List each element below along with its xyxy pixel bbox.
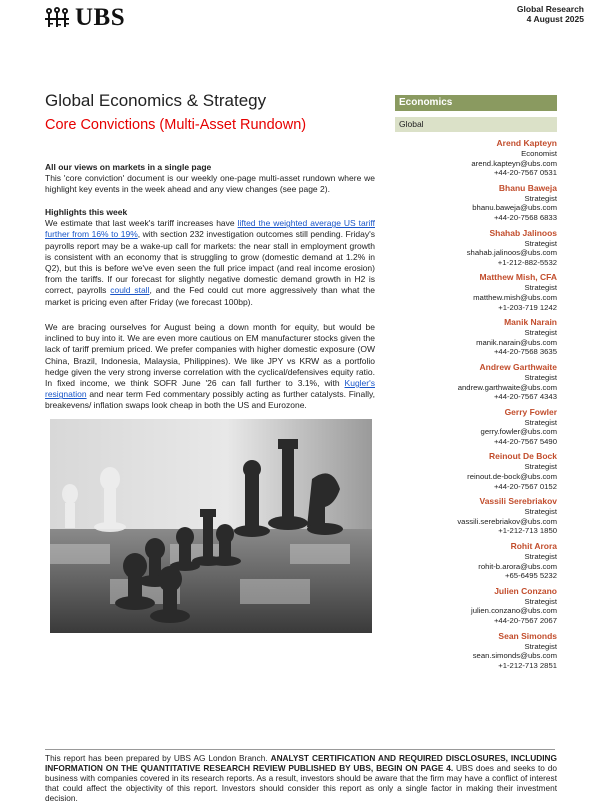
logo-text: UBS: [75, 4, 126, 31]
analyst-title: Strategist: [524, 596, 557, 606]
chess-photo: [50, 419, 372, 633]
report-type: Global Research: [516, 4, 584, 14]
analyst-name: Bhanu Baweja: [498, 182, 557, 193]
analyst-entry: [392, 406, 557, 447]
analyst-title: Strategist: [524, 641, 557, 651]
analyst-title: Strategist: [524, 417, 557, 427]
analyst-email[interactable]: manik.narain@ubs.com: [476, 337, 557, 347]
analyst-entry: [392, 540, 557, 581]
analyst-email[interactable]: julien.conzano@ubs.com: [470, 606, 557, 616]
could-stall-link[interactable]: could stall: [110, 285, 150, 296]
analyst-name: Sean Simonds: [498, 630, 557, 641]
analyst-email[interactable]: shahab.jalinoos@ubs.com: [466, 248, 557, 258]
analyst-title: Economist: [521, 149, 557, 158]
analyst-email[interactable]: sean.simonds@ubs.com: [472, 651, 557, 661]
report-date: 4 August 2025: [526, 14, 584, 24]
ubs-logo: [44, 4, 125, 32]
tariff-link[interactable]: lifted the weighted average US tariff further from 16% to 19%: [45, 218, 375, 240]
analyst-name: Andrew Garthwaite: [479, 361, 557, 372]
footer-text-a: This report has been prepared by UBS AG London Branch.: [45, 753, 271, 763]
analyst-name: Vassili Serebriakov: [479, 496, 557, 507]
intro-section: [45, 162, 375, 196]
analyst-name: Reinout De Bock: [488, 451, 557, 462]
analyst-list: [392, 137, 557, 674]
analyst-entry: [392, 271, 557, 312]
footer-divider: [45, 749, 555, 750]
analyst-title: Strategist: [524, 507, 557, 517]
analyst-entry: [392, 450, 557, 491]
analyst-entry: [392, 630, 557, 671]
analyst-name: Manik Narain: [504, 317, 557, 328]
p1-text-c: , and the Fed could cut more aggressively than what the market is pricing even after Friday (we forecast 100bp).: [45, 285, 375, 307]
analyst-email[interactable]: gerry.fowler@ubs.com: [480, 427, 557, 437]
analyst-title: Strategist: [524, 328, 557, 338]
analyst-phone: +1-203-719 1242: [498, 302, 557, 312]
analyst-name: Julien Conzano: [494, 585, 557, 596]
analyst-email[interactable]: matthew.mish@ubs.com: [473, 292, 557, 302]
analyst-entry: [392, 227, 557, 268]
analyst-title: Strategist: [524, 372, 557, 382]
analyst-email[interactable]: vassili.serebriakov@ubs.com: [457, 516, 557, 526]
page-title: Global Economics & Strategy: [45, 91, 267, 110]
analyst-name: Matthew Mish, CFA: [479, 272, 557, 283]
analyst-phone: +44-20-7568 6833: [493, 212, 557, 222]
analyst-phone: +44-20-7568 3635: [493, 347, 557, 357]
analyst-name: Shahab Jalinoos: [489, 227, 557, 238]
analyst-email[interactable]: andrew.garthwaite@ubs.com: [457, 382, 557, 392]
p2-text-b: and near term Fed commentary possibly acting as further catalysts. Finally, breakevens/ inflation swaps look cheap in both the US and Eurozone.: [45, 389, 375, 411]
analyst-title: Strategist: [524, 193, 557, 203]
disclosure-footer: [45, 753, 557, 803]
analyst-title: Strategist: [524, 462, 557, 472]
analyst-name: Gerry Fowler: [504, 406, 557, 417]
analyst-entry: [392, 585, 557, 626]
analyst-email[interactable]: bhanu.baweja@ubs.com: [472, 203, 557, 213]
analyst-phone: +1-212-713 2851: [498, 660, 557, 670]
analyst-title: Strategist: [524, 283, 557, 293]
analyst-email[interactable]: rohit-b.arora@ubs.com: [478, 561, 557, 571]
analyst-phone: +1-212-882-5532: [497, 257, 557, 267]
report-meta: [517, 4, 584, 24]
intro-text: This 'core conviction' document is our weekly one-page multi-asset rundown where we highlight key events in the week ahead and any view changes (see page 2).: [45, 173, 375, 195]
analyst-entry: [392, 495, 557, 536]
page-subtitle: Core Convictions (Multi-Asset Rundown): [45, 117, 307, 133]
region-banner: Global: [395, 117, 557, 132]
highlights-paragraph-2: [45, 322, 375, 412]
analyst-email[interactable]: reinout.de-bock@ubs.com: [467, 472, 557, 482]
analyst-title: Strategist: [524, 552, 557, 562]
analyst-name: Rohit Arora: [510, 541, 557, 552]
footer-certification: ANALYST CERTIFICATION AND REQUIRED DISCLOSURES, INCLUDING INFORMATION ON THE QUANTITATIVE RESEARCH REVIEW PUBLISHED BY UBS, BEGIN ON PAGE 4.: [45, 753, 558, 773]
kugler-link[interactable]: Kugler's resignation: [45, 378, 375, 400]
analyst-phone: +44-20-7567 0531: [493, 168, 557, 178]
highlights-heading: Highlights this week: [45, 207, 128, 217]
analyst-title: Strategist: [524, 238, 557, 248]
analyst-phone: +65-6495 5232: [505, 571, 557, 581]
analyst-phone: +1-212-713 1850: [498, 526, 557, 536]
intro-heading: All our views on markets in a single page: [45, 162, 212, 172]
analyst-phone: +44-20-7567 0152: [493, 481, 557, 491]
analyst-phone: +44-20-7567 4343: [493, 392, 557, 402]
analyst-phone: +44-20-7567 5490: [493, 436, 557, 446]
analyst-entry: [392, 137, 557, 178]
analyst-email[interactable]: arend.kapteyn@ubs.com: [471, 158, 557, 168]
analyst-name: Arend Kapteyn: [496, 138, 557, 148]
footer-text-b: UBS does and seeks to do business with companies covered in its research reports. As a result, investors should be aware that the firm may have a conflict of interest that could affect the objectivity of this report. Investors should consider this report as only a single factor in making their investment decision.: [45, 763, 557, 803]
analyst-entry: [392, 182, 557, 223]
p1-text-b: , with section 232 investigation outcomes still pending. Friday's payrolls report may be a wake-up call for markets: the near stall in employment growth is consistent with an economy that is struggling to grow (domestic demand at 1.2% in Q2), but this is before we've even seen the full price impact (and real income erosion) from the tariffs. If our forecast for slightly negative domestic demand growth in H2 is correct, payrolls: [45, 229, 375, 296]
highlights-paragraph-1: [45, 218, 375, 308]
analyst-entry: [392, 361, 557, 402]
category-banner: Economics: [395, 95, 557, 111]
p1-text-a: We estimate that last week's tariff increases have: [45, 218, 238, 229]
analyst-phone: +44-20-7567 2067: [493, 616, 557, 625]
highlights-section: [45, 207, 375, 308]
analyst-entry: [392, 316, 557, 357]
keys-icon: [44, 7, 70, 29]
p2-text-a: We are bracing ourselves for August being a down month for equity, but would be inclined to buy into it. We are even more cautious on EM manufacturer stocks given the lack of tariff premium priced. We prefer companies with higher domestic exposure (OW China, Brazil, Indonesia, Malaysia, Philippines). We like JPY vs KRW as a portfolio hedge given the very strong inverse correlation with the cyclical/defensives equity ratio. In fixed income, we think SOFR June '26 can fall further to 3.1%, with: [45, 322, 375, 389]
